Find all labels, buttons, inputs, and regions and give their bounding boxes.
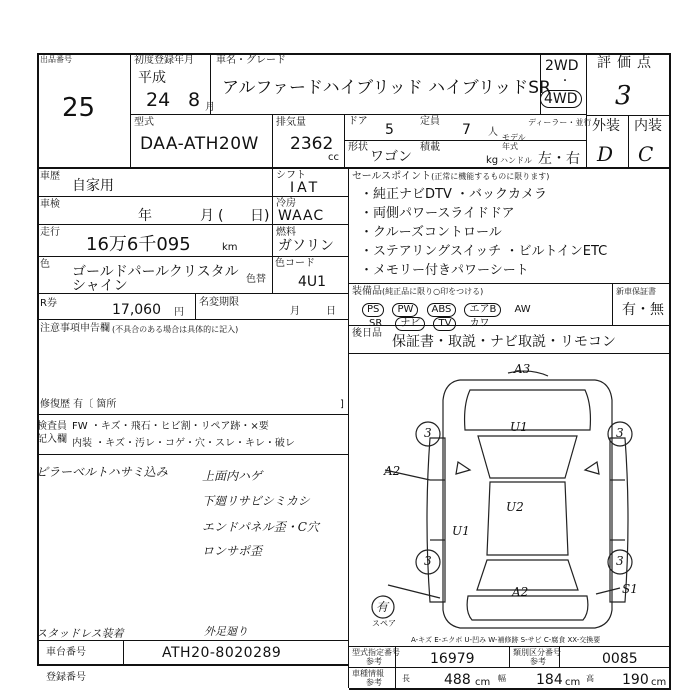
lot-number-label: 出品番号: [40, 55, 72, 64]
inspector-label-2: 記入欄: [37, 434, 67, 445]
manual-value: 有・無: [622, 302, 664, 318]
mark-u2: U2: [506, 500, 524, 514]
color-value-line1: ゴールドパールクリスタル: [72, 264, 239, 280]
reg-month: 8: [188, 89, 201, 111]
inspection-label: 車検: [40, 199, 60, 210]
color-label: 色: [40, 259, 50, 270]
model-value: DAA-ATH20W: [140, 134, 259, 154]
equipment-item: AW: [514, 304, 531, 315]
score-value: 3: [615, 81, 632, 111]
aircon-value: WAAC: [278, 208, 325, 224]
chassis-value: ATH20-8020289: [162, 645, 282, 661]
mark-wheel-fr: 3: [616, 426, 624, 440]
inspection-paren: (: [218, 208, 224, 224]
manual-label: 新車保証書: [616, 287, 656, 296]
load-label: 積載: [420, 142, 440, 153]
capacity-unit: 人: [488, 127, 498, 138]
load-unit: kg: [486, 155, 499, 166]
inspector-line-1: FW ・キズ・飛石・ヒビ割・リペア跡・×要: [72, 421, 269, 432]
capacity-value: 7: [462, 122, 471, 138]
mark-spare: 有: [376, 600, 389, 614]
handle-value: 左・右: [538, 151, 580, 167]
category-value: 0085: [602, 651, 638, 667]
designation-sub: 参考: [366, 657, 382, 666]
reg-month-unit: 月: [205, 102, 215, 113]
reg-number-label: 登録番号: [46, 672, 86, 683]
mileage-value: 16万6千095: [86, 234, 191, 255]
drive-2wd: 2WD: [545, 58, 579, 74]
remark-right-1: 上面内ハゲ: [202, 469, 263, 483]
notes-label: 注意事項申告欄: [40, 323, 110, 334]
length-label: 長: [402, 674, 410, 683]
equipment-item: ABS: [427, 303, 457, 317]
aircon-label: 冷房: [276, 198, 296, 209]
remark-bottom-right: 外足廻り: [204, 625, 248, 638]
mark-a2-left: A2: [384, 464, 401, 478]
mileage-unit: km: [222, 242, 238, 253]
mark-wheel-fl: 3: [424, 426, 432, 440]
equipment-item: ナビ: [395, 317, 425, 331]
displacement-label: 排気量: [276, 117, 306, 128]
inspector-line-2: 内装 ・キズ・汚レ・コゲ・穴・スレ・キレ・破レ: [72, 438, 295, 449]
sales-point-item: ・メモリー付きパワーシート: [360, 263, 529, 278]
color-change-label: 色替: [246, 274, 266, 285]
remark-right-4: ロンサポ歪: [202, 544, 263, 558]
remark-bottom-left: スタッドレス装着: [36, 627, 124, 640]
dimensions-label: 車種情報: [352, 669, 384, 678]
handle-label: ハンドル: [500, 156, 532, 165]
first-registration-label: 初度登録年月: [134, 55, 194, 66]
equipment-item: PW: [392, 303, 418, 317]
inspector-label-1: 検査員: [37, 421, 67, 432]
mark-wheel-rl: 3: [424, 554, 432, 568]
dealer-label: ディーラー・並行: [528, 118, 592, 127]
meigi-label: 名変期限: [199, 297, 239, 308]
sales-point-item: ・純正ナビDTV ・バックカメラ: [360, 187, 547, 202]
inspection-year-unit: 年: [138, 208, 152, 224]
recycle-unit: 円: [174, 307, 184, 318]
recycle-value: 17,060: [112, 302, 161, 318]
recycle-label: R券: [40, 298, 57, 309]
inspection-month-unit: 月: [200, 208, 214, 224]
model-label: 型式: [134, 117, 154, 128]
shape-value: ワゴン: [370, 149, 412, 165]
history-label: 車歴: [40, 171, 60, 182]
remark-right-3: エンドパネル歪・C穴: [202, 520, 319, 534]
interior-label: 内装: [634, 118, 662, 134]
car-name-value: アルファードハイブリッド ハイブリッドSR: [222, 78, 551, 98]
length-value: 488: [444, 672, 471, 688]
damage-legend: A-キズ E-エクボ U-凹み W-補修跡 S-サビ C-腐食 XX-交換要: [411, 636, 601, 644]
length-unit: cm: [475, 677, 491, 688]
capacity-label: 定員: [420, 116, 440, 127]
shift-label: シフト: [276, 170, 306, 181]
color-value-line2: シャイン: [72, 278, 128, 294]
equipment-item: カワ: [469, 318, 490, 329]
model-year-label: モデル年式: [502, 133, 526, 151]
width-unit: cm: [565, 677, 581, 688]
mark-u1-top: U1: [510, 420, 528, 434]
sales-point-item: ・両側パワースライドドア: [360, 206, 515, 221]
height-value: 190: [622, 672, 649, 688]
doors-label: ドア: [348, 116, 368, 127]
reg-year: 24: [146, 89, 171, 111]
sales-point-item: ・ステアリングスイッチ ・ビルトインETC: [360, 244, 608, 259]
displacement-unit: cc: [328, 152, 339, 163]
category-sub: 参考: [530, 657, 546, 666]
mark-a2-rear: A2: [512, 585, 529, 599]
meigi-month-unit: 月: [290, 306, 300, 317]
equipment-item: PS: [362, 303, 384, 317]
mileage-label: 走行: [40, 227, 60, 238]
fuel-label: 燃料: [276, 227, 296, 238]
repair-history-close: ]: [340, 399, 344, 410]
accessories-value: 保証書・取説・ナビ取説・リモコン: [392, 334, 616, 350]
car-name-label: 車名・グレード: [216, 55, 286, 66]
remark-right-2: 下廻リサビシミカシ: [202, 494, 310, 508]
category-label: 類別区分番号: [513, 648, 561, 657]
fuel-value: ガソリン: [278, 238, 334, 254]
era: 平成: [138, 70, 166, 86]
color-code-label: 色コード: [275, 258, 315, 269]
mark-a3: A3: [514, 362, 531, 376]
history-value: 自家用: [72, 178, 114, 194]
inspection-day-unit: 日): [250, 208, 270, 224]
width-value: 184: [536, 672, 563, 688]
exterior-value: D: [597, 142, 614, 166]
score-label: 評価点: [597, 55, 657, 71]
height-label: 高: [586, 674, 594, 683]
shift-value: IAT: [290, 180, 321, 196]
interior-value: C: [638, 142, 654, 166]
spare-label: スペア: [372, 619, 396, 628]
equipment-item: TV: [433, 317, 456, 331]
lot-number: 25: [62, 93, 96, 123]
designation-value: 16979: [430, 651, 475, 667]
notes-sub: (不具合のある場合は具体的に記入): [112, 325, 239, 334]
sales-points-label: セールスポイント(正常に機能するものに限ります): [352, 171, 550, 182]
shape-label: 形状: [348, 142, 368, 153]
dimensions-sub: 参考: [366, 678, 382, 687]
equipment-item: SR: [369, 318, 383, 329]
mark-wheel-rr: 3: [616, 554, 624, 568]
equipment-label: 装備品(純正品に限り○印をつける): [352, 286, 484, 297]
drive-dot: ・: [560, 76, 570, 87]
doors-value: 5: [385, 122, 394, 138]
meigi-day-unit: 日: [326, 306, 336, 317]
sales-point-item: ・クルーズコントロール: [360, 225, 502, 240]
displacement-value: 2362: [290, 134, 334, 154]
chassis-label: 車台番号: [46, 647, 86, 658]
accessories-label: 後日品: [352, 328, 382, 339]
designation-label: 型式指定番号: [352, 648, 400, 657]
repair-history: 修復歴 有〔 箇所: [40, 399, 117, 410]
height-unit: cm: [651, 677, 667, 688]
exterior-label: 外装: [592, 118, 620, 134]
mark-u1-left: U1: [452, 524, 470, 538]
color-code-value: 4U1: [298, 274, 327, 290]
mark-s1: S1: [622, 582, 638, 596]
equipment-item: エアB: [464, 303, 501, 317]
equipment-note: (純正品に限り○印をつける): [382, 287, 484, 296]
remark-left-1: ピラーベルトハサミ込み: [36, 465, 168, 479]
width-label: 幅: [498, 674, 506, 683]
sales-points-note: (正常に機能するものに限ります): [431, 172, 550, 181]
drive-4wd-circled: 4WD: [540, 90, 582, 108]
